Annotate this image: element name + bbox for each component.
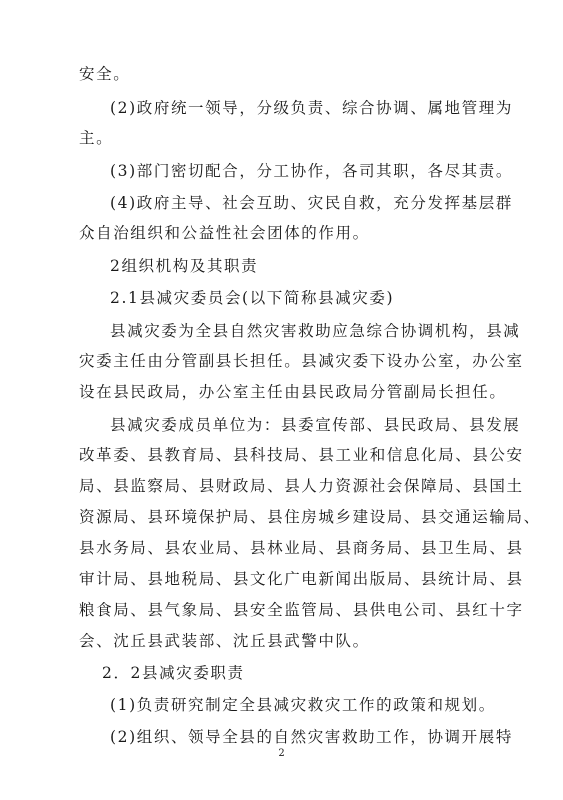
section-heading: 2组织机构及其职责 bbox=[110, 257, 259, 275]
body-line: 安全。 bbox=[79, 65, 131, 83]
body-line: 县减灾委成员单位为：县委宣传部、县民政局、县发展 bbox=[110, 416, 521, 434]
body-line: 主。 bbox=[79, 129, 114, 147]
page-number: 2 bbox=[278, 748, 285, 759]
body-line: 众自治组织和公益性社会团体的作用。 bbox=[79, 224, 370, 242]
body-line: (4)政府主导、社会互助、灾民自救，充分发挥基层群 bbox=[110, 194, 513, 212]
body-line: 灾委主任由分管副县长担任。县减灾委下设办公室，办公室 bbox=[79, 352, 524, 370]
body-line: 粮食局、县气象局、县安全监管局、县供电公司、县红十字 bbox=[79, 601, 524, 619]
subsection-heading: 2.1县减灾委员会(以下简称县减灾委) bbox=[110, 289, 395, 307]
body-line: 会、沈丘县武装部、沈丘县武警中队。 bbox=[79, 632, 370, 650]
body-line: 县水务局、县农业局、县林业局、县商务局、县卫生局、县 bbox=[79, 539, 524, 557]
body-line: 县减灾委为全县自然灾害救助应急综合协调机构，县减 bbox=[110, 322, 521, 340]
body-line: 审计局、县地税局、县文化广电新闻出版局、县统计局、县 bbox=[79, 570, 524, 588]
subsection-heading: 2．2县减灾委职责 bbox=[102, 664, 245, 682]
body-line: 资源局、县环境保护局、县住房城乡建设局、县交通运输局、 bbox=[79, 508, 541, 526]
body-line: (2)组织、领导全县的自然灾害救助工作，协调开展特 bbox=[110, 728, 513, 746]
body-line: (1)负责研究制定全县减灾救灾工作的政策和规划。 bbox=[110, 696, 496, 714]
body-line: 局、县监察局、县财政局、县人力资源社会保障局、县国土 bbox=[79, 477, 524, 495]
body-line: 改革委、县教育局、县科技局、县工业和信息化局、县公安 bbox=[79, 446, 524, 464]
body-line: 设在县民政局，办公室主任由县民政局分管副局长担任。 bbox=[79, 383, 507, 401]
body-line: (3)部门密切配合，分工协作，各司其职，各尽其责。 bbox=[110, 162, 513, 180]
body-line: (2)政府统一领导，分级负责、综合协调、属地管理为 bbox=[110, 99, 513, 117]
